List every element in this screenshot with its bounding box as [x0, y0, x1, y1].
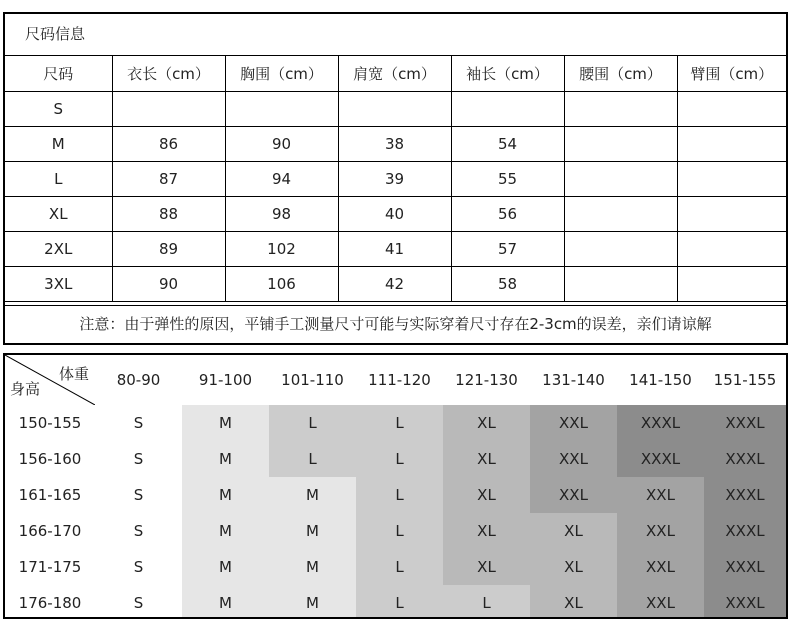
column-header: 臂围（cm）: [677, 56, 786, 91]
table-row: [5, 405, 786, 441]
size-cell: XXXL: [704, 549, 786, 585]
column-header: 尺码: [5, 56, 112, 91]
measurement-cell: 88: [112, 196, 225, 231]
measurement-cell: 58: [451, 266, 564, 301]
size-label: M: [5, 126, 112, 161]
table-row: [5, 126, 786, 161]
size-cell: XL: [443, 513, 530, 549]
size-chart-grid: [5, 355, 786, 619]
size-cell: L: [443, 585, 530, 619]
measurement-cell: 102: [225, 231, 338, 266]
weight-range-header: 121-130: [443, 355, 530, 405]
weight-header-row: [5, 355, 786, 405]
measurement-cell: 106: [225, 266, 338, 301]
size-cell: XXXL: [704, 477, 786, 513]
size-cell: L: [356, 549, 443, 585]
size-cell: S: [95, 549, 182, 585]
table-row: [5, 231, 786, 266]
measurement-cell: 56: [451, 196, 564, 231]
size-cell: XXL: [617, 477, 704, 513]
table-row: [5, 266, 786, 301]
size-cell: XL: [530, 549, 617, 585]
size-info-grid: [5, 56, 786, 302]
measurement-cell: [564, 161, 677, 196]
measurement-cell: 39: [338, 161, 451, 196]
size-label: 2XL: [5, 231, 112, 266]
height-label: 身高: [10, 380, 41, 398]
measurement-cell: [564, 266, 677, 301]
size-cell: M: [182, 405, 269, 441]
size-cell: S: [95, 405, 182, 441]
measurement-cell: [564, 196, 677, 231]
height-range-label: 166-170: [5, 513, 95, 549]
size-cell: XXL: [530, 477, 617, 513]
table-row: [5, 477, 786, 513]
size-cell: XXXL: [704, 585, 786, 619]
size-cell: XL: [443, 405, 530, 441]
measurement-cell: [677, 91, 786, 126]
size-cell: XXXL: [704, 405, 786, 441]
column-header: 胸围（cm）: [225, 56, 338, 91]
measurement-cell: 40: [338, 196, 451, 231]
weight-range-header: 91-100: [182, 355, 269, 405]
height-range-label: 171-175: [5, 549, 95, 585]
column-header: 衣长（cm）: [112, 56, 225, 91]
size-cell: S: [95, 477, 182, 513]
table-row: [5, 161, 786, 196]
size-label: 3XL: [5, 266, 112, 301]
height-range-label: 150-155: [5, 405, 95, 441]
size-cell: M: [269, 549, 356, 585]
size-label: L: [5, 161, 112, 196]
measurement-cell: 94: [225, 161, 338, 196]
header-row: [5, 56, 786, 91]
size-cell: L: [356, 477, 443, 513]
measurement-cell: [338, 91, 451, 126]
measurement-cell: [112, 91, 225, 126]
size-cell: S: [95, 513, 182, 549]
measurement-cell: [677, 161, 786, 196]
weight-range-header: 80-90: [95, 355, 182, 405]
size-info-table: [3, 12, 788, 345]
measurement-cell: 98: [225, 196, 338, 231]
size-cell: S: [95, 441, 182, 477]
measurement-cell: [225, 91, 338, 126]
measurement-cell: [564, 91, 677, 126]
weight-range-header: 111-120: [356, 355, 443, 405]
size-cell: XXXL: [617, 405, 704, 441]
measurement-cell: 38: [338, 126, 451, 161]
measurement-cell: [564, 231, 677, 266]
weight-range-header: 141-150: [617, 355, 704, 405]
measurement-cell: 90: [225, 126, 338, 161]
size-cell: M: [182, 513, 269, 549]
corner-header: [5, 355, 95, 405]
weight-range-header: 151-155: [704, 355, 786, 405]
measurement-cell: 55: [451, 161, 564, 196]
measurement-cell: 54: [451, 126, 564, 161]
size-cell: XXL: [617, 513, 704, 549]
measurement-cell: 57: [451, 231, 564, 266]
size-cell: M: [269, 585, 356, 619]
measurement-cell: [564, 126, 677, 161]
weight-range-header: 131-140: [530, 355, 617, 405]
size-cell: XL: [530, 513, 617, 549]
size-cell: XL: [443, 477, 530, 513]
size-cell: XXL: [617, 549, 704, 585]
measurement-note: 注意：由于弹性的原因，平铺手工测量尺寸可能与实际穿着尺寸存在2-3cm的误差，亲们请谅解: [5, 305, 786, 343]
measurement-cell: [677, 126, 786, 161]
measurement-cell: 87: [112, 161, 225, 196]
table-row: [5, 513, 786, 549]
size-cell: XXXL: [704, 441, 786, 477]
size-cell: L: [269, 405, 356, 441]
size-cell: XXXL: [617, 441, 704, 477]
size-chart-table: [3, 353, 788, 619]
table-row: [5, 91, 786, 126]
measurement-cell: 41: [338, 231, 451, 266]
size-cell: XL: [443, 549, 530, 585]
size-cell: S: [95, 585, 182, 619]
measurement-cell: 86: [112, 126, 225, 161]
height-range-label: 176-180: [5, 585, 95, 619]
measurement-cell: 89: [112, 231, 225, 266]
size-cell: XXL: [617, 585, 704, 619]
weight-label: 体重: [58, 365, 89, 383]
column-header: 腰围（cm）: [564, 56, 677, 91]
height-range-label: 161-165: [5, 477, 95, 513]
measurement-cell: 90: [112, 266, 225, 301]
height-range-label: 156-160: [5, 441, 95, 477]
size-label: XL: [5, 196, 112, 231]
size-cell: M: [269, 513, 356, 549]
size-cell: M: [269, 477, 356, 513]
size-label: S: [5, 91, 112, 126]
size-cell: XL: [530, 585, 617, 619]
measurement-cell: [677, 231, 786, 266]
table-row: [5, 549, 786, 585]
size-cell: L: [356, 585, 443, 619]
size-cell: L: [356, 441, 443, 477]
measurement-cell: [677, 266, 786, 301]
table-row: [5, 196, 786, 231]
table-row: [5, 441, 786, 477]
size-cell: L: [269, 441, 356, 477]
measurement-cell: [677, 196, 786, 231]
size-cell: L: [356, 513, 443, 549]
weight-range-header: 101-110: [269, 355, 356, 405]
table-caption: 尺码信息: [5, 14, 786, 56]
measurement-cell: 42: [338, 266, 451, 301]
column-header: 肩宽（cm）: [338, 56, 451, 91]
size-cell: L: [356, 405, 443, 441]
size-cell: M: [182, 477, 269, 513]
size-cell: XXXL: [704, 513, 786, 549]
measurement-cell: [451, 91, 564, 126]
size-cell: XXL: [530, 441, 617, 477]
size-cell: M: [182, 549, 269, 585]
size-cell: XL: [443, 441, 530, 477]
size-cell: M: [182, 441, 269, 477]
size-cell: XXL: [530, 405, 617, 441]
size-cell: M: [182, 585, 269, 619]
column-header: 袖长（cm）: [451, 56, 564, 91]
table-row: [5, 585, 786, 619]
